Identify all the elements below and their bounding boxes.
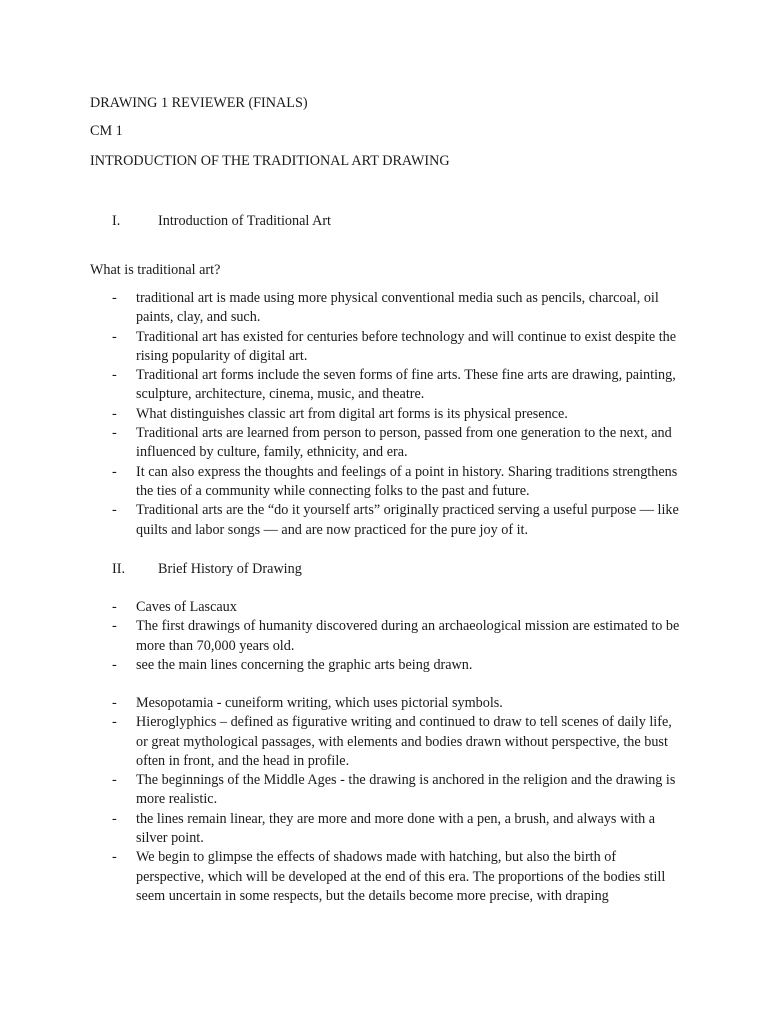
document-subtitle: INTRODUCTION OF THE TRADITIONAL ART DRAWING xyxy=(90,153,450,169)
bullet-dash: - xyxy=(112,328,117,345)
list-item xyxy=(112,463,682,502)
bullet-dash: - xyxy=(112,599,117,615)
list-item-text: the lines remain linear, they are more and more done with a pen, a brush, and always with a silver point. xyxy=(136,810,656,847)
list-item xyxy=(112,617,682,656)
list-item-text: traditional art is made using more physical conventional media such as pencils, charcoal, oil paints, clay, and such. xyxy=(136,290,659,326)
list-item xyxy=(112,501,682,540)
list-item xyxy=(112,289,682,328)
bullet-dash: - xyxy=(112,502,117,519)
list-item-text: Traditional arts are learned from person to person, passed from one generation to the next, and influenced by culture, family, ethnicity, and era. xyxy=(136,425,672,461)
list-item-text: We begin to glimpse the effects of shadows made with hatching, but also the birth of perspective, which will be developed at the end of this era. The proportions of the bodies still seem uncertain in some respects, but the details become more precise, with draping xyxy=(136,849,666,904)
section-question: What is traditional art? xyxy=(90,262,221,278)
bullet-list-history-a xyxy=(112,598,682,675)
list-item-text: see the main lines concerning the graphic arts being drawn. xyxy=(136,656,473,673)
bullet-dash: - xyxy=(112,290,117,306)
list-item xyxy=(112,328,682,367)
list-item-text: What distinguishes classic art from digital art forms is its physical presence. xyxy=(136,405,568,422)
document-title: DRAWING 1 REVIEWER (FINALS) xyxy=(90,95,308,111)
bullet-dash: - xyxy=(112,849,117,866)
list-item xyxy=(112,424,682,463)
list-item-text: The first drawings of humanity discovered during an archaeological mission are estimated to be more than 70,000 years old. xyxy=(136,618,680,654)
bullet-dash: - xyxy=(112,714,117,731)
list-item xyxy=(112,405,682,424)
list-item-text: Traditional art forms include the seven forms of fine arts. These fine arts are drawing, painting, sculpture, architecture, cinema, music, and theatre. xyxy=(136,367,676,403)
section-1-heading xyxy=(112,214,331,228)
section-title: Brief History of Drawing xyxy=(158,561,302,577)
list-item xyxy=(112,694,682,713)
bullet-dash: - xyxy=(112,463,117,480)
list-item-text: Traditional arts are the “do it yourself arts” originally practiced serving a useful purpose — like quilts and labor songs — and are now practiced for the pure joy of it. xyxy=(136,502,679,538)
bullet-dash: - xyxy=(112,367,117,384)
list-item-text: Mesopotamia - cuneiform writing, which uses pictorial symbols. xyxy=(136,695,503,711)
bullet-dash: - xyxy=(112,405,117,422)
list-item-text: The beginnings of the Middle Ages - the drawing is anchored in the religion and the drawing is more realistic. xyxy=(136,772,676,808)
section-title: Introduction of Traditional Art xyxy=(158,213,331,229)
list-item xyxy=(112,848,682,906)
list-item-text: Hieroglyphics – defined as figurative writing and continued to draw to tell scenes of daily life, or great mythological passages, with elements and bodies drawn without perspective, the bust often in front, and the head in profile. xyxy=(136,714,672,769)
section-number: I. xyxy=(112,213,121,229)
list-item xyxy=(112,771,682,810)
section-2-heading xyxy=(112,562,302,576)
bullet-dash: - xyxy=(112,695,117,711)
list-item xyxy=(112,810,682,849)
bullet-dash: - xyxy=(112,425,117,442)
bullet-list-traditional-art xyxy=(112,289,682,540)
bullet-dash: - xyxy=(112,772,117,789)
section-number: II. xyxy=(112,561,125,577)
list-item xyxy=(112,366,682,405)
bullet-dash: - xyxy=(112,618,117,635)
bullet-list-history-b xyxy=(112,694,682,906)
list-item xyxy=(112,598,682,617)
list-item xyxy=(112,713,682,771)
list-item-text: It can also express the thoughts and feelings of a point in history. Sharing traditions strengthens the ties of a community while connecting folks to the past and future. xyxy=(136,463,678,499)
list-item xyxy=(112,656,682,675)
bullet-dash: - xyxy=(112,810,117,827)
module-label: CM 1 xyxy=(90,123,123,139)
bullet-dash: - xyxy=(112,656,117,673)
list-item-text: Caves of Lascaux xyxy=(136,599,237,615)
list-item-text: Traditional art has existed for centuries before technology and will continue to exist despite the rising popularity of digital art. xyxy=(136,328,677,364)
